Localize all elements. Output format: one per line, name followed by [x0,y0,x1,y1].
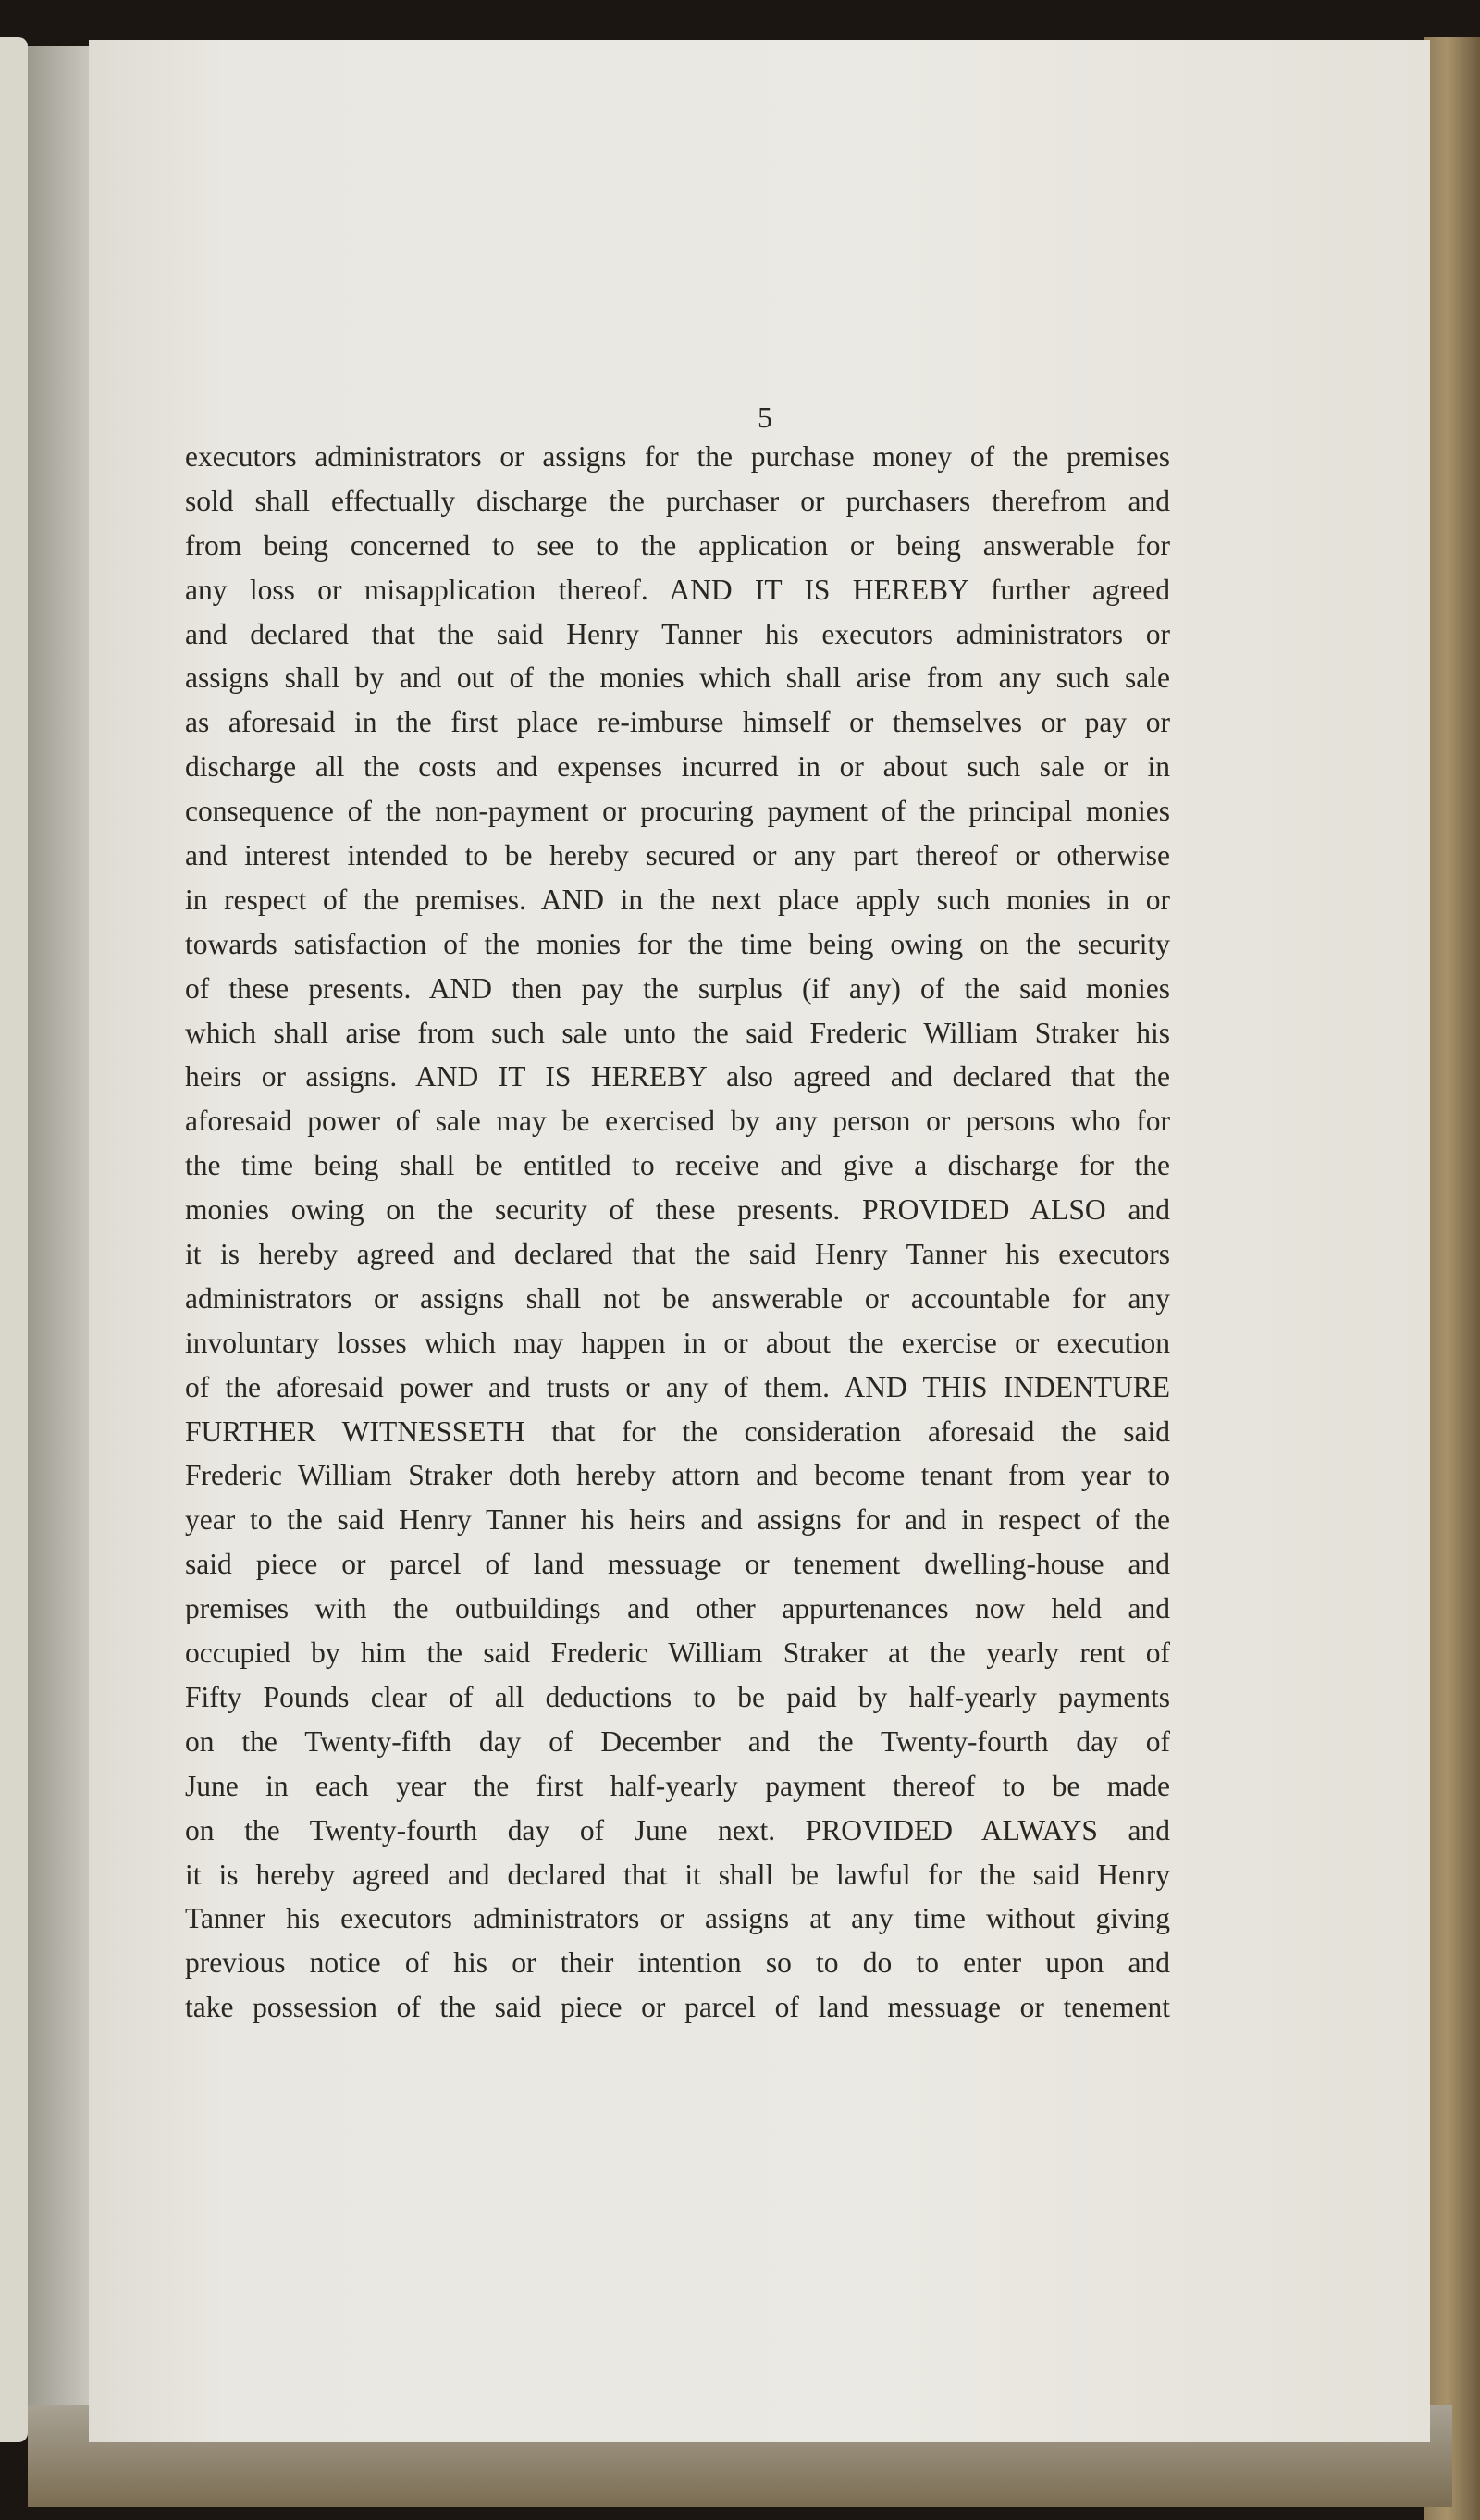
text-line: sold shall effectually discharge the purchaser or purchasers therefrom and [185,484,1170,517]
text-line: consequence of the non-payment or procuring payment of the principal monies [185,795,1170,828]
body-text [185,435,1170,2030]
text-line: any loss or misapplication thereof. AND IT IS HEREBY further agreed [185,573,1170,606]
text-line: said piece or parcel of land messuage or tenement dwelling-house and [185,1548,1170,1581]
text-line: Tanner his executors administrators or assigns at any time without giving [185,1902,1170,1935]
text-line: occupied by him the said Frederic William Straker at the yearly rent of [185,1637,1170,1670]
text-line: executors administrators or assigns for the purchase money of the premises [185,440,1170,473]
text-line: on the Twenty-fifth day of December and the Twenty-fourth day of [185,1724,1170,1758]
text-line: premises with the outbuildings and other appurtenances now held and [185,1592,1170,1625]
text-line: Fifty Pounds clear of all deductions to be paid by half-yearly payments [185,1680,1170,1713]
text-line: it is hereby agreed and declared that it shall be lawful for the said Henry [185,1858,1170,1891]
text-line: Frederic William Straker doth hereby attorn and become tenant from year to [185,1459,1170,1492]
text-line: involuntary losses which may happen in or about the exercise or execution [185,1326,1170,1359]
page-number: 5 [758,401,772,434]
text-line: on the Twenty-fourth day of June next. PROVIDED ALWAYS and [185,1813,1170,1847]
binding-shadow [28,46,89,2415]
text-line: aforesaid power of sale may be exercised by any person or persons who for [185,1105,1170,1138]
text-line: and interest intended to be hereby secured or any part thereof or otherwise [185,839,1170,872]
text-line: heirs or assigns. AND IT IS HEREBY also agreed and declared that the [185,1060,1170,1093]
text-line: the time being shall be entitled to receive and give a discharge for the [185,1149,1170,1182]
text-line: take possession of the said piece or parcel of land messuage or tenement [185,1991,1170,2024]
text-line: of the aforesaid power and trusts or any of them. AND THIS INDENTURE [185,1370,1170,1403]
text-line: monies owing on the security of these presents. PROVIDED ALSO and [185,1193,1170,1227]
text-line: FURTHER WITNESSETH that for the consideration aforesaid the said [185,1414,1170,1448]
text-line: of these presents. AND then pay the surplus (if any) of the said monies [185,971,1170,1005]
text-line: administrators or assigns shall not be answerable or accountable for any [185,1281,1170,1315]
text-line: in respect of the premises. AND in the next place apply such monies in or [185,883,1170,916]
text-line: which shall arise from such sale unto the said Frederic William Straker his [185,1016,1170,1049]
text-line: discharge all the costs and expenses incurred in or about such sale or in [185,750,1170,784]
facing-page-edge [0,37,28,2442]
text-line: assigns shall by and out of the monies which shall arise from any such sale [185,661,1170,695]
text-line: towards satisfaction of the monies for the time being owing on the security [185,927,1170,960]
text-line: from being concerned to see to the application or being answerable for [185,528,1170,562]
text-line: June in each year the first half-yearly payment thereof to be made [185,1769,1170,1802]
book-cover-edge [1424,37,1480,2520]
text-line: it is hereby agreed and declared that the said Henry Tanner his executors [185,1238,1170,1271]
text-line: year to the said Henry Tanner his heirs and assigns for and in respect of the [185,1503,1170,1537]
text-line: previous notice of his or their intention so to do to enter upon and [185,1946,1170,1980]
text-line: as aforesaid in the first place re-imburse himself or themselves or pay or [185,706,1170,739]
text-line: and declared that the said Henry Tanner his executors administrators or [185,617,1170,650]
